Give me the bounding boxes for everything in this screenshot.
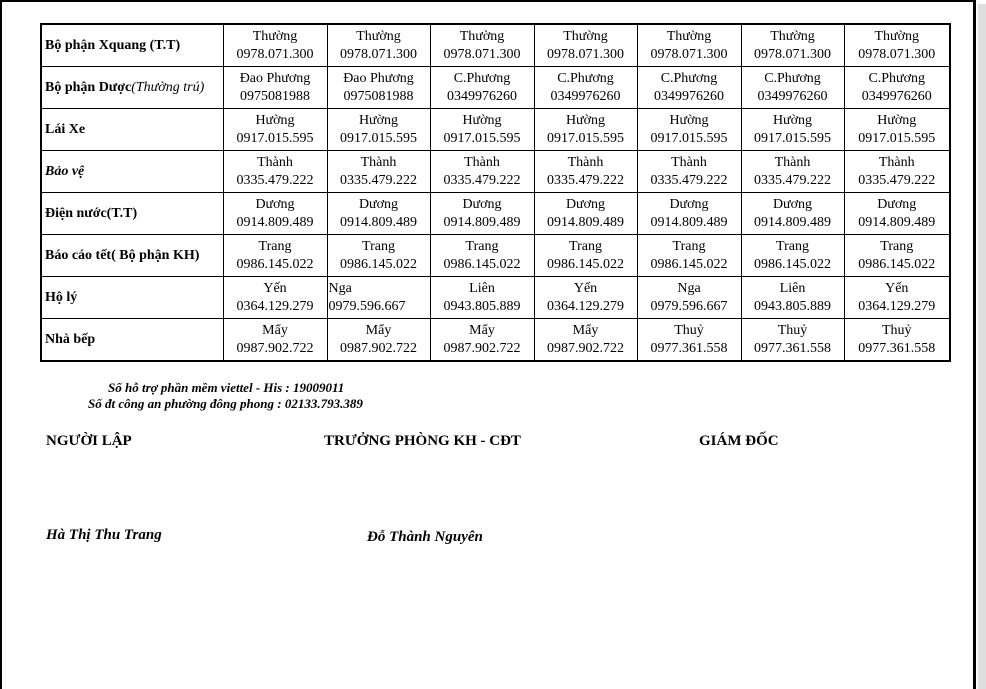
duty-cell [637,151,741,193]
duty-cell [534,235,637,277]
duty-cell [637,277,741,319]
table-row [41,319,950,362]
staff-phone: 0979.596.667 [328,298,406,314]
table-row [41,277,950,319]
creator-name: Hà Thị Thu Trang [46,527,162,543]
row-label [41,193,223,235]
staff-phone: 0977.361.558 [650,340,728,356]
row-label-text: Lái Xe [45,122,86,137]
staff-name: Hường [255,112,295,128]
staff-name: Trang [362,238,395,254]
staff-phone: 0914.809.489 [858,214,936,230]
staff-name: Yến [573,280,598,296]
staff-phone: 0987.902.722 [547,340,624,356]
staff-name: Dương [358,196,399,212]
staff-phone: 0335.479.222 [754,172,831,188]
staff-phone: 0349976260 [550,88,621,104]
staff-phone: 0987.902.722 [443,340,521,356]
police-phone-note: Số đt công an phường đông phong : 02133.793.389 [88,396,363,411]
duty-cell [741,235,844,277]
staff-phone: 0335.479.222 [443,172,521,188]
row-label-suffix: (Thường trú) [131,80,205,95]
table-row [41,24,950,67]
duty-cell [430,24,534,67]
staff-name: Nga [677,280,701,296]
page-shadow [978,4,986,689]
duty-cell [844,319,950,362]
row-label-text: Báo cáo tết( Bộ phận KH) [45,248,200,263]
duty-cell [844,193,950,235]
staff-phone: 0977.361.558 [858,340,936,356]
duty-cell [637,193,741,235]
staff-name: Dương [255,196,295,212]
staff-phone: 0917.015.595 [443,130,521,146]
duty-cell [637,24,741,67]
staff-phone: 0978.071.300 [547,46,624,62]
staff-name: Mẩy [469,322,495,338]
duty-cell [844,24,950,67]
duty-cell [741,67,844,109]
row-label-text: Bộ phận Dược [45,80,132,95]
director-title: GIÁM ĐỐC [699,433,779,449]
staff-name: Thành [774,154,811,170]
staff-name: Hường [669,112,709,128]
staff-name: Thành [878,154,915,170]
staff-name: C.Phương [557,70,614,86]
staff-name: Thường [356,28,401,44]
staff-name: C.Phương [453,70,511,86]
row-label-text: Bộ phận Xquang (T.T) [45,38,181,53]
staff-phone: 0978.071.300 [650,46,728,62]
duty-cell [327,24,430,67]
table-row [41,109,950,151]
duty-cell [844,67,950,109]
staff-phone: 0914.809.489 [547,214,624,230]
duty-cell [637,109,741,151]
staff-phone: 0914.809.489 [443,214,521,230]
staff-phone: 0917.015.595 [547,130,624,146]
duty-cell [534,319,637,362]
staff-name: Trang [465,238,499,254]
duty-cell [741,277,844,319]
staff-phone: 0986.145.022 [547,256,624,272]
staff-phone: 0978.071.300 [340,46,417,62]
duty-cell [430,151,534,193]
staff-name: Mẩy [262,322,288,338]
staff-phone: 0979.596.667 [650,298,728,314]
staff-phone: 0914.809.489 [340,214,417,230]
staff-phone: 0978.071.300 [443,46,521,62]
staff-phone: 0349976260 [447,88,517,104]
duty-cell [223,109,327,151]
staff-name: Thường [666,28,712,44]
table-row [41,235,950,277]
staff-name: Thành [464,154,500,170]
staff-phone: 0975081988 [343,88,414,104]
staff-phone: 0977.361.558 [754,340,831,356]
staff-phone: 0335.479.222 [340,172,417,188]
viettel-support-note: Số hỗ trợ phần mềm viettel - His : 19009011 [108,380,345,395]
staff-name: Hường [772,112,813,128]
staff-name: Dương [462,196,502,212]
row-label [41,24,223,67]
staff-phone: 0917.015.595 [236,130,314,146]
staff-phone: 0914.809.489 [754,214,831,230]
staff-name: Yến [885,280,909,296]
duty-cell [741,193,844,235]
staff-phone: 0335.479.222 [547,172,624,188]
row-label-text: Điện nước(T.T) [45,206,138,221]
duty-cell [534,193,637,235]
duty-contact-table [40,23,951,362]
duty-cell [534,277,637,319]
staff-name: Dương [669,196,709,212]
staff-name: Trang [776,238,809,254]
staff-phone: 0978.071.300 [858,46,936,62]
staff-name: Hường [565,112,606,128]
staff-name: Trang [672,238,706,254]
staff-name: Hường [358,112,399,128]
duty-cell [844,235,950,277]
duty-cell [430,319,534,362]
staff-name: C.Phương [868,70,926,86]
staff-name: Thành [360,154,397,170]
duty-cell [327,277,430,319]
staff-phone: 0986.145.022 [650,256,728,272]
staff-phone: 0917.015.595 [754,130,831,146]
duty-cell [430,193,534,235]
staff-name: Dương [772,196,813,212]
duty-cell [534,67,637,109]
staff-name: Mẩy [572,322,599,338]
staff-phone: 0986.145.022 [236,256,314,272]
staff-name: Thuỷ [777,322,808,338]
table-row [41,151,950,193]
row-label [41,151,223,193]
duty-cell [430,67,534,109]
staff-name: Đao Phương [239,70,311,86]
staff-phone: 0975081988 [240,88,310,104]
duty-cell [223,24,327,67]
duty-cell [223,319,327,362]
staff-name: Thành [671,154,707,170]
duty-cell [637,67,741,109]
staff-name: Thành [257,154,293,170]
staff-name: Thường [874,28,920,44]
duty-cell [430,109,534,151]
staff-phone: 0986.145.022 [443,256,521,272]
staff-phone: 0364.129.279 [858,298,936,314]
staff-phone: 0943.805.889 [443,298,521,314]
duty-cell [741,109,844,151]
staff-phone: 0986.145.022 [858,256,936,272]
staff-phone: 0364.129.279 [547,298,624,314]
staff-name: Thường [459,28,505,44]
staff-name: C.Phương [764,70,821,86]
staff-phone: 0986.145.022 [754,256,831,272]
row-label-text: Nhà bếp [45,332,96,347]
duty-cell [223,151,327,193]
staff-phone: 0978.071.300 [754,46,831,62]
duty-cell [223,67,327,109]
staff-phone: 0917.015.595 [650,130,728,146]
duty-cell [741,319,844,362]
staff-name: Mẩy [365,322,392,338]
staff-phone: 0987.902.722 [236,340,314,356]
staff-phone: 0987.902.722 [340,340,417,356]
staff-name: Thuỷ [674,322,704,338]
staff-phone: 0364.129.279 [236,298,314,314]
row-label [41,277,223,319]
duty-cell [534,151,637,193]
duty-cell [223,193,327,235]
staff-name: Trang [880,238,914,254]
row-label [41,319,223,362]
row-label [41,109,223,151]
staff-phone: 0335.479.222 [650,172,728,188]
staff-name: Liên [469,280,495,296]
duty-cell [637,319,741,362]
staff-phone: 0349976260 [757,88,828,104]
duty-cell [741,24,844,67]
row-label-text: Hộ lý [45,290,78,305]
duty-cell [223,277,327,319]
staff-phone: 0335.479.222 [858,172,936,188]
row-label-text: Bảo vệ [45,164,85,179]
staff-name: Dương [877,196,917,212]
staff-name: Thường [252,28,298,44]
staff-name: Đao Phương [343,70,414,86]
staff-phone: 0914.809.489 [236,214,314,230]
duty-cell [430,235,534,277]
duty-cell [534,24,637,67]
duty-cell [327,193,430,235]
duty-cell [327,151,430,193]
staff-name: Hường [877,112,917,128]
duty-cell [327,319,430,362]
staff-name: Thường [563,28,608,44]
duty-cell [844,277,950,319]
staff-phone: 0986.145.022 [340,256,417,272]
staff-name: Thành [567,154,604,170]
duty-cell [741,151,844,193]
staff-phone: 0917.015.595 [340,130,417,146]
staff-name: Nga [328,280,352,296]
staff-name: Thường [770,28,815,44]
staff-name: Trang [258,238,292,254]
duty-cell [534,109,637,151]
row-label [41,235,223,277]
dept-head-title: TRƯỞNG PHÒNG KH - CĐT [324,433,521,449]
staff-phone: 0349976260 [654,88,724,104]
table-row [41,193,950,235]
row-label [41,67,223,109]
staff-phone: 0943.805.889 [754,298,831,314]
staff-phone: 0914.809.489 [650,214,728,230]
duty-cell [844,151,950,193]
staff-phone: 0917.015.595 [858,130,936,146]
staff-phone: 0335.479.222 [236,172,314,188]
duty-cell [844,109,950,151]
staff-name: Yến [263,280,287,296]
staff-name: Hường [462,112,502,128]
staff-phone: 0978.071.300 [236,46,314,62]
duty-cell [327,67,430,109]
staff-name: C.Phương [660,70,718,86]
duty-cell [327,109,430,151]
staff-name: Thuỷ [881,322,912,338]
duty-cell [430,277,534,319]
duty-cell [637,235,741,277]
duty-cell [223,235,327,277]
dept-head-name: Đỗ Thành Nguyên [367,529,483,545]
staff-name: Dương [565,196,606,212]
duty-cell [327,235,430,277]
staff-phone: 0349976260 [861,88,932,104]
staff-name: Liên [779,280,806,296]
creator-title: NGƯỜI LẬP [46,433,132,449]
table-row [41,67,950,109]
staff-name: Trang [569,238,602,254]
